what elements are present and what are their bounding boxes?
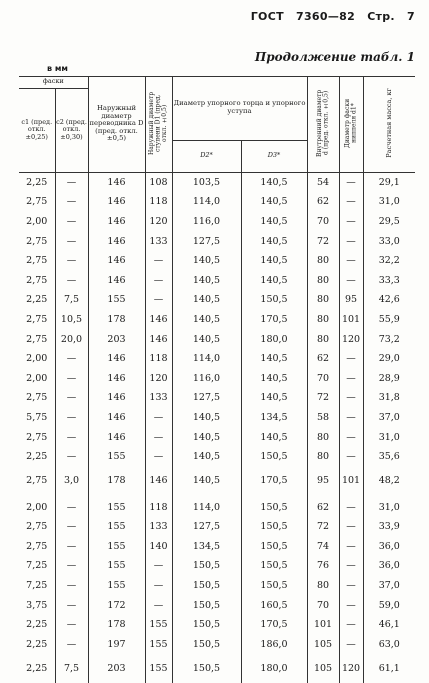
table-cell: 155 [145,635,172,655]
table-cell: 133 [145,517,172,537]
table-cell: 140,5 [241,192,307,212]
table-cell: — [339,556,363,576]
table-cell: 150,5 [241,290,307,310]
table-cell: — [339,495,363,517]
table-cell: 2,75 [19,537,55,557]
table-row [19,495,415,517]
header-d1: Диаметр фаски ниппеля d1* [339,76,363,172]
table-cell: — [339,172,363,192]
table-cell: 150,5 [241,517,307,537]
table-cell: — [339,635,363,655]
table-cell: 5,75 [19,408,55,428]
table-cell: 180,0 [241,654,307,683]
table-cell: 7,5 [55,654,88,683]
table-cell: 7,25 [19,576,55,596]
header-c1: c1 (пред. откл. ±0,25) [19,88,55,172]
table-cell: 2,00 [19,349,55,369]
table-cell: 150,5 [172,576,241,596]
table-cell: — [145,556,172,576]
table-cell: 62 [307,495,339,517]
table-row [19,537,415,557]
table-cell: 2,75 [19,251,55,271]
table-row [19,447,415,467]
header-chamfers: фаски [19,76,88,88]
table-cell: 150,5 [241,576,307,596]
table-cell: 80 [307,251,339,271]
table-cell: 28,9 [363,368,415,388]
table-cell: 127,5 [172,231,241,251]
table-cell: 105 [307,635,339,655]
header-D: Наружный диаметр переводника D (пред. откл. ±0,5) [88,76,145,172]
table-cell: 150,5 [172,615,241,635]
table-cell: 2,00 [19,212,55,232]
table-cell: — [55,368,88,388]
table-cell: 140,5 [241,270,307,290]
table-cell: 155 [145,654,172,683]
table-cell: — [55,556,88,576]
table-cell: — [55,349,88,369]
table-cell: — [339,368,363,388]
table-row [19,290,415,310]
table-cell: 80 [307,329,339,349]
table-cell: 63,0 [363,635,415,655]
table-cell: 140,5 [172,466,241,495]
table-cell: 33,0 [363,231,415,251]
header-D1: Наружный диаметр ступени D1 (пред. откл. ±0,5) [145,76,172,172]
table-cell: 72 [307,388,339,408]
table-cell: 42,6 [363,290,415,310]
table-cell: — [339,447,363,467]
table-cell: 29,0 [363,349,415,369]
table-cell: — [145,427,172,447]
table-cell: 80 [307,270,339,290]
table-row [19,329,415,349]
table-cell: 116,0 [172,368,241,388]
table-cell: 70 [307,595,339,615]
table-cell: 2,75 [19,192,55,212]
table-cell: 203 [88,654,145,683]
table-cell: 140,5 [172,447,241,467]
table-cell: 72 [307,231,339,251]
table-cell: 146 [88,192,145,212]
table-cell: 140,5 [241,388,307,408]
table-cell: 140,5 [241,172,307,192]
table-cell: 140,5 [241,231,307,251]
table-cell: 10,5 [55,310,88,330]
table-cell: 31,0 [363,427,415,447]
table-cell: 170,5 [241,466,307,495]
table-cell: 114,0 [172,349,241,369]
table-cell: 150,5 [241,537,307,557]
table-cell: 29,1 [363,172,415,192]
table-cell: — [339,408,363,428]
table-cell: 62 [307,349,339,369]
table-cell: 32,2 [363,251,415,271]
header-D3: D3* [241,140,307,172]
standard-number: 7360—82 [296,10,356,23]
table-cell: — [339,192,363,212]
table-cell: 20,0 [55,329,88,349]
table-cell: — [339,537,363,557]
table-cell: 2,75 [19,231,55,251]
table-cell: 2,25 [19,654,55,683]
table-cell: — [55,192,88,212]
table-cell: 55,9 [363,310,415,330]
table-cell: — [55,537,88,557]
table-cell: 108 [145,172,172,192]
table-cell: 2,00 [19,368,55,388]
table-cell: 101 [307,615,339,635]
table-cell: 140,5 [241,349,307,369]
table-cell: 72 [307,517,339,537]
table-cell: 140,5 [172,290,241,310]
table-cell: 127,5 [172,517,241,537]
table-cell: 36,0 [363,537,415,557]
table-cell: 37,0 [363,408,415,428]
table-cell: 118 [145,495,172,517]
table-cell: — [55,495,88,517]
table-cell: 120 [339,654,363,683]
table-row [19,270,415,290]
table-body [19,172,415,683]
table-cell: 2,75 [19,270,55,290]
page-header [0,10,415,23]
table-cell: 37,0 [363,576,415,596]
table-cell: 197 [88,635,145,655]
table-cell: 2,25 [19,635,55,655]
table-cell: 140,5 [172,408,241,428]
table-cell: 54 [307,172,339,192]
table-cell: 2,75 [19,427,55,447]
table-cell: 101 [339,310,363,330]
table-cell: 146 [88,172,145,192]
table-cell: 150,5 [172,556,241,576]
table-cell: 146 [88,251,145,271]
table-cell: — [145,270,172,290]
table-cell: 140,5 [172,427,241,447]
units-label: в мм [47,64,68,73]
table-cell: 146 [88,427,145,447]
table-cell: 178 [88,615,145,635]
table-cell: 146 [145,329,172,349]
table-cell: 2,00 [19,495,55,517]
table-cell: — [145,447,172,467]
table-cell: 155 [88,495,145,517]
table-cell: — [339,251,363,271]
table-cell: 35,6 [363,447,415,467]
table-cell: 46,1 [363,615,415,635]
table-cell: — [55,270,88,290]
table-cell: — [145,576,172,596]
table-cell: 155 [88,517,145,537]
table-cell: — [55,231,88,251]
table-cell: — [339,349,363,369]
table-row [19,368,415,388]
table-row [19,615,415,635]
table-cell: 150,5 [172,595,241,615]
table-cell: 146 [88,368,145,388]
table-cell: 203 [88,329,145,349]
table-cell: 118 [145,349,172,369]
table-cell: 146 [88,231,145,251]
table-row [19,517,415,537]
table-row [19,654,415,683]
table-cell: 31,0 [363,495,415,517]
table-cell: 36,0 [363,556,415,576]
table-cell: 120 [339,329,363,349]
table-cell: 103,5 [172,172,241,192]
table-cell: 172 [88,595,145,615]
table-row [19,595,415,615]
table-cell: 140,5 [241,368,307,388]
header-d: Внутренний диаметр d (пред. откл. ±0,5) [307,76,339,172]
table-cell: 170,5 [241,310,307,330]
table-cell: 62 [307,192,339,212]
table-cell: 2,75 [19,329,55,349]
table-cell: — [339,576,363,596]
table-cell: 80 [307,427,339,447]
table-cell: 33,3 [363,270,415,290]
table-cell: 33,9 [363,517,415,537]
table-row [19,310,415,330]
table-cell: 150,5 [241,495,307,517]
table-cell: 61,1 [363,654,415,683]
table-cell: 2,25 [19,290,55,310]
table-cell: — [339,517,363,537]
table-cell: 2,75 [19,466,55,495]
table-row [19,349,415,369]
header-D2: D2* [172,140,241,172]
header-c2: c2 (пред. откл. ±0,30) [55,88,88,172]
table-cell: 178 [88,466,145,495]
table-cell: 150,5 [172,654,241,683]
table-row [19,635,415,655]
table-cell: — [55,427,88,447]
table-row [19,427,415,447]
table-row [19,576,415,596]
table-row [19,172,415,192]
header-mass: Расчетная масса, кг [363,76,415,172]
table-cell: 3,0 [55,466,88,495]
table-cell: — [339,427,363,447]
table-cell: — [339,270,363,290]
table-row [19,231,415,251]
table-cell: 2,25 [19,447,55,467]
table-cell: 80 [307,576,339,596]
table-cell: — [55,408,88,428]
table-cell: 73,2 [363,329,415,349]
table-cell: 146 [145,310,172,330]
table-cell: — [55,447,88,467]
table-cell: 140,5 [172,270,241,290]
table-cell: 101 [339,466,363,495]
table-cell: 70 [307,212,339,232]
table-cell: 80 [307,310,339,330]
table-row [19,192,415,212]
table-cell: 155 [88,556,145,576]
table-cell: 58 [307,408,339,428]
table-cell: 120 [145,368,172,388]
table-cell: 2,25 [19,615,55,635]
table-cell: 80 [307,447,339,467]
table-cell: 80 [307,290,339,310]
table-cell: — [339,615,363,635]
table-cell: — [339,388,363,408]
table-cell: 146 [88,212,145,232]
table-cell: 116,0 [172,212,241,232]
table-cell: 146 [88,408,145,428]
table-cell: 118 [145,192,172,212]
table-cell: 48,2 [363,466,415,495]
standard-label: ГОСТ [250,10,284,23]
table-cell: 70 [307,368,339,388]
table-cell: 160,5 [241,595,307,615]
table-row [19,212,415,232]
table-cell: 29,5 [363,212,415,232]
table-cell: 133 [145,388,172,408]
table-cell: 155 [88,447,145,467]
table-cell: 2,25 [19,172,55,192]
table-cell: 140,5 [241,251,307,271]
table-cell: 59,0 [363,595,415,615]
table-cell: — [55,635,88,655]
table-cell: 178 [88,310,145,330]
table-cell: — [55,517,88,537]
table-cell: 95 [307,466,339,495]
table-cell: 146 [145,466,172,495]
table-cell: 2,75 [19,517,55,537]
table-cell: 146 [88,388,145,408]
table-cell: 150,5 [241,447,307,467]
table-cell: — [55,172,88,192]
table-row [19,466,415,495]
table-cell: 95 [339,290,363,310]
dimensions-table [19,76,415,683]
table-cell: — [55,212,88,232]
table-cell: — [145,251,172,271]
table-cell: — [339,212,363,232]
table-cell: 114,0 [172,495,241,517]
table-cell: 2,75 [19,388,55,408]
table-cell: 76 [307,556,339,576]
table-cell: 140,5 [172,251,241,271]
table-cell: — [55,595,88,615]
page-label: Стр. [367,10,395,23]
page-number: 7 [407,10,415,23]
table-cell: 7,25 [19,556,55,576]
table-continuation-caption: Продолжение табл. 1 [254,50,415,64]
table-cell: — [339,231,363,251]
table-cell: 140,5 [241,427,307,447]
table-cell: 105 [307,654,339,683]
table-cell: 140,5 [172,329,241,349]
table-cell: 31,0 [363,192,415,212]
table-cell: — [145,290,172,310]
table-cell: — [55,576,88,596]
table-cell: 133 [145,231,172,251]
table-cell: 140,5 [172,310,241,330]
table-row [19,408,415,428]
table-cell: — [145,408,172,428]
table-cell: — [55,251,88,271]
table-cell: 120 [145,212,172,232]
table-cell: 146 [88,270,145,290]
table-cell: — [339,595,363,615]
table-cell: 2,75 [19,310,55,330]
table-cell: 155 [88,537,145,557]
table-row [19,251,415,271]
table-cell: 7,5 [55,290,88,310]
table-cell: 155 [88,290,145,310]
table-cell: 155 [88,576,145,596]
table-cell: — [145,595,172,615]
table-cell: — [55,388,88,408]
table-row [19,556,415,576]
table-cell: — [55,615,88,635]
table-row [19,388,415,408]
table-cell: 186,0 [241,635,307,655]
table-cell: 140 [145,537,172,557]
table-cell: 155 [145,615,172,635]
table-cell: 114,0 [172,192,241,212]
table-cell: 146 [88,349,145,369]
table-cell: 127,5 [172,388,241,408]
table-cell: 180,0 [241,329,307,349]
table-cell: 31,8 [363,388,415,408]
table-cell: 170,5 [241,615,307,635]
table-cell: 150,5 [172,635,241,655]
header-stop-diameter: Диаметр упорного торца и упорного уступа [172,76,307,140]
table-cell: 150,5 [241,556,307,576]
table-cell: 134,5 [241,408,307,428]
table-cell: 74 [307,537,339,557]
table-cell: 3,75 [19,595,55,615]
table-cell: 140,5 [241,212,307,232]
table-cell: 134,5 [172,537,241,557]
